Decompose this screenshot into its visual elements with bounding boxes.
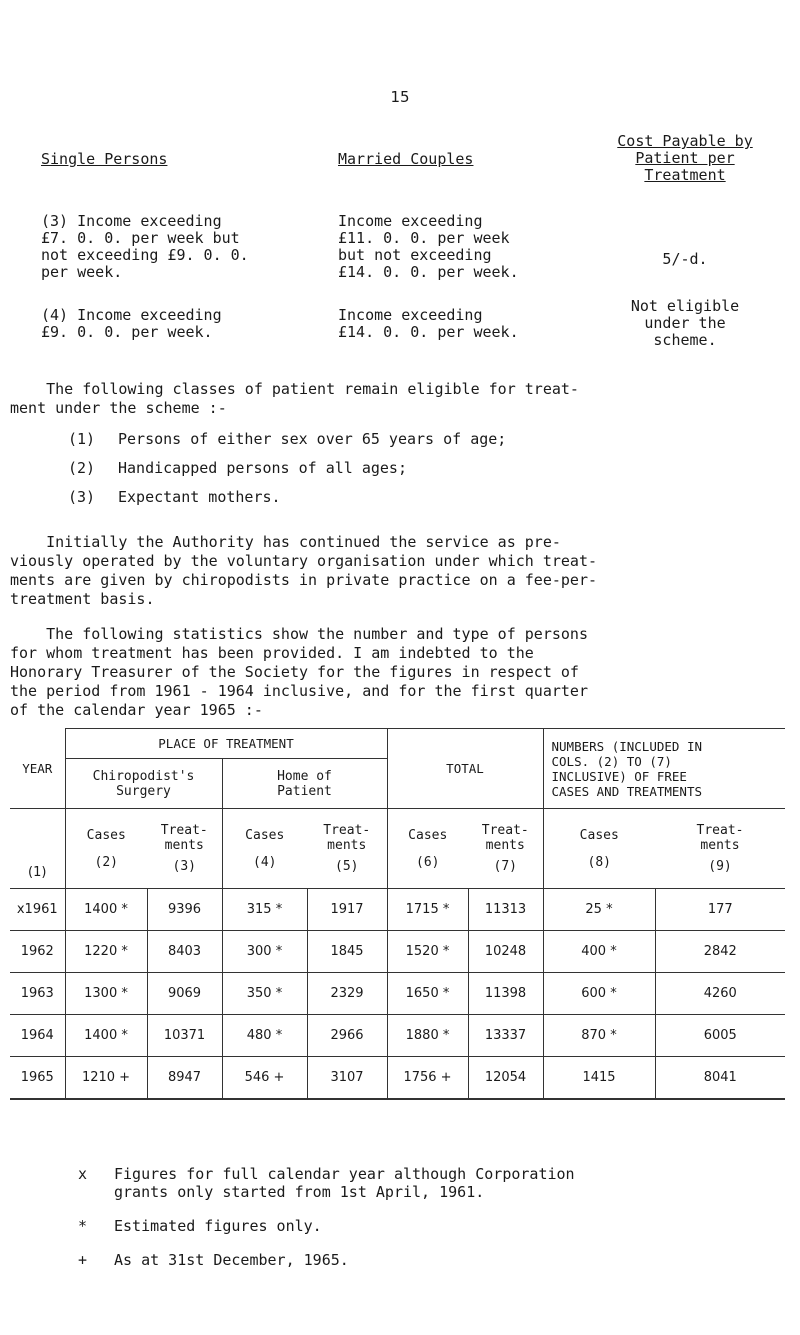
cases-header: Cases (8) <box>543 809 655 889</box>
table-cell: 1415 <box>543 1057 655 1099</box>
footnote: + As at 31st December, 1965. <box>78 1251 349 1269</box>
table-cell: 11313 <box>468 889 543 931</box>
cost-payable-header: Cost Payable by Patient per Treatment <box>617 132 753 184</box>
married-couples-header: Married Couples <box>338 150 474 168</box>
cost-band-4: Not eligible under the scheme. <box>630 297 740 349</box>
table-row <box>10 1057 785 1099</box>
table-cell: 25 * <box>543 889 655 931</box>
table-cell: 1210 + <box>65 1057 147 1099</box>
table-cell: 600 * <box>543 973 655 1015</box>
home-header: Home of Patient <box>222 759 387 809</box>
table-cell: 13337 <box>468 1015 543 1057</box>
table-cell: 9069 <box>147 973 222 1015</box>
table-cell: 1715 * <box>387 889 468 931</box>
table-cell: 1845 <box>307 931 387 973</box>
surgery-header: Chiropodist's Surgery <box>65 759 222 809</box>
year-cell: 1965 <box>10 1057 65 1099</box>
footnote: x Figures for full calendar year although Corporation grants only started from 1st April, 1961. <box>78 1165 575 1201</box>
table-cell: 350 * <box>222 973 307 1015</box>
list-item: (2) Handicapped persons of all ages; <box>68 459 407 477</box>
table-cell: 8947 <box>147 1057 222 1099</box>
year-cell: x1961 <box>10 889 65 931</box>
table-cell: 10248 <box>468 931 543 973</box>
list-item: (1) Persons of either sex over 65 years of age; <box>68 430 507 448</box>
eligible-list <box>68 430 506 506</box>
table-cell: 9396 <box>147 889 222 931</box>
single-persons-header: Single Persons <box>41 150 168 168</box>
table-cell: 546 + <box>222 1057 307 1099</box>
table-cell: 12054 <box>468 1057 543 1099</box>
single-band-4: (4) Income exceeding £9. 0. 0. per week. <box>41 306 222 341</box>
table-cell: 8403 <box>147 931 222 973</box>
table-cell: 315 * <box>222 889 307 931</box>
table-cell: 10371 <box>147 1015 222 1057</box>
treatments-header: Treat- ments (7) <box>468 809 543 889</box>
eligible-intro: The following classes of patient remain eligible for treat- ment under the scheme :- <box>10 380 579 417</box>
table-cell: 1756 + <box>387 1057 468 1099</box>
table-cell: 1520 * <box>387 931 468 973</box>
table-cell: 1300 * <box>65 973 147 1015</box>
table-cell: 1400 * <box>65 889 147 931</box>
page-number: 15 <box>390 88 410 106</box>
table-row <box>10 889 785 931</box>
year-cell: 1964 <box>10 1015 65 1057</box>
single-band-3: (3) Income exceeding £7. 0. 0. per week but not exceeding £9. 0. 0. per week. <box>41 212 249 281</box>
table-cell: 8041 <box>655 1057 785 1099</box>
table-cell: 177 <box>655 889 785 931</box>
cases-header: Cases (2) <box>65 809 147 889</box>
list-item: (3) Expectant mothers. <box>68 488 281 506</box>
table-cell: 1400 * <box>65 1015 147 1057</box>
footnote: * Estimated figures only. <box>78 1217 322 1235</box>
footnotes <box>78 1165 575 1269</box>
paragraph-statistics: The following statistics show the number and type of persons for whom treatment has been provided. I am indebted to the Honorary Treasurer of the Society for the figures in respect of the period from 1961 - 1964 inclusive, and for the first quarter of the calendar year 1965 :- <box>10 625 588 719</box>
table-cell: 2842 <box>655 931 785 973</box>
treatments-header: Treat- ments (9) <box>655 809 785 889</box>
table-cell: 300 * <box>222 931 307 973</box>
table-cell: 2966 <box>307 1015 387 1057</box>
table-row <box>10 1015 785 1057</box>
treatments-header: Treat- ments (5) <box>307 809 387 889</box>
table-cell: 2329 <box>307 973 387 1015</box>
table-cell: 1880 * <box>387 1015 468 1057</box>
place-of-treatment-header: PLACE OF TREATMENT <box>65 729 387 759</box>
year-header: YEAR <box>10 729 65 809</box>
table-cell: 6005 <box>655 1015 785 1057</box>
year-cell: 1963 <box>10 973 65 1015</box>
year-cell: 1962 <box>10 931 65 973</box>
table-row <box>10 973 785 1015</box>
cost-band-3: 5/-d. <box>662 250 708 268</box>
table-cell: 11398 <box>468 973 543 1015</box>
cases-header: Cases (6) <box>387 809 468 889</box>
table-cell: 400 * <box>543 931 655 973</box>
table-cell: 480 * <box>222 1015 307 1057</box>
free-cases-header: NUMBERS (INCLUDED IN COLS. (2) TO (7) INCLUSIVE) OF FREE CASES AND TREATMENTS <box>543 729 785 809</box>
table-cell: 3107 <box>307 1057 387 1099</box>
statistics-table <box>10 728 785 1100</box>
col-num-1: (1) <box>10 809 65 889</box>
table-cell: 1220 * <box>65 931 147 973</box>
married-band-4: Income exceeding £14. 0. 0. per week. <box>338 306 519 341</box>
married-band-3: Income exceeding £11. 0. 0. per week but not exceeding £14. 0. 0. per week. <box>338 212 519 281</box>
total-header: TOTAL <box>387 729 543 809</box>
table-cell: 1650 * <box>387 973 468 1015</box>
paragraph-service: Initially the Authority has continued the service as pre- viously operated by the voluntary organisation under which treat- ments are given by chiropodists in private practice on a fee-per- treatment basis. <box>10 533 597 608</box>
treatments-header: Treat- ments (3) <box>147 809 222 889</box>
table-row <box>10 931 785 973</box>
table-cell: 1917 <box>307 889 387 931</box>
table-cell: 4260 <box>655 973 785 1015</box>
cases-header: Cases (4) <box>222 809 307 889</box>
table-cell: 870 * <box>543 1015 655 1057</box>
